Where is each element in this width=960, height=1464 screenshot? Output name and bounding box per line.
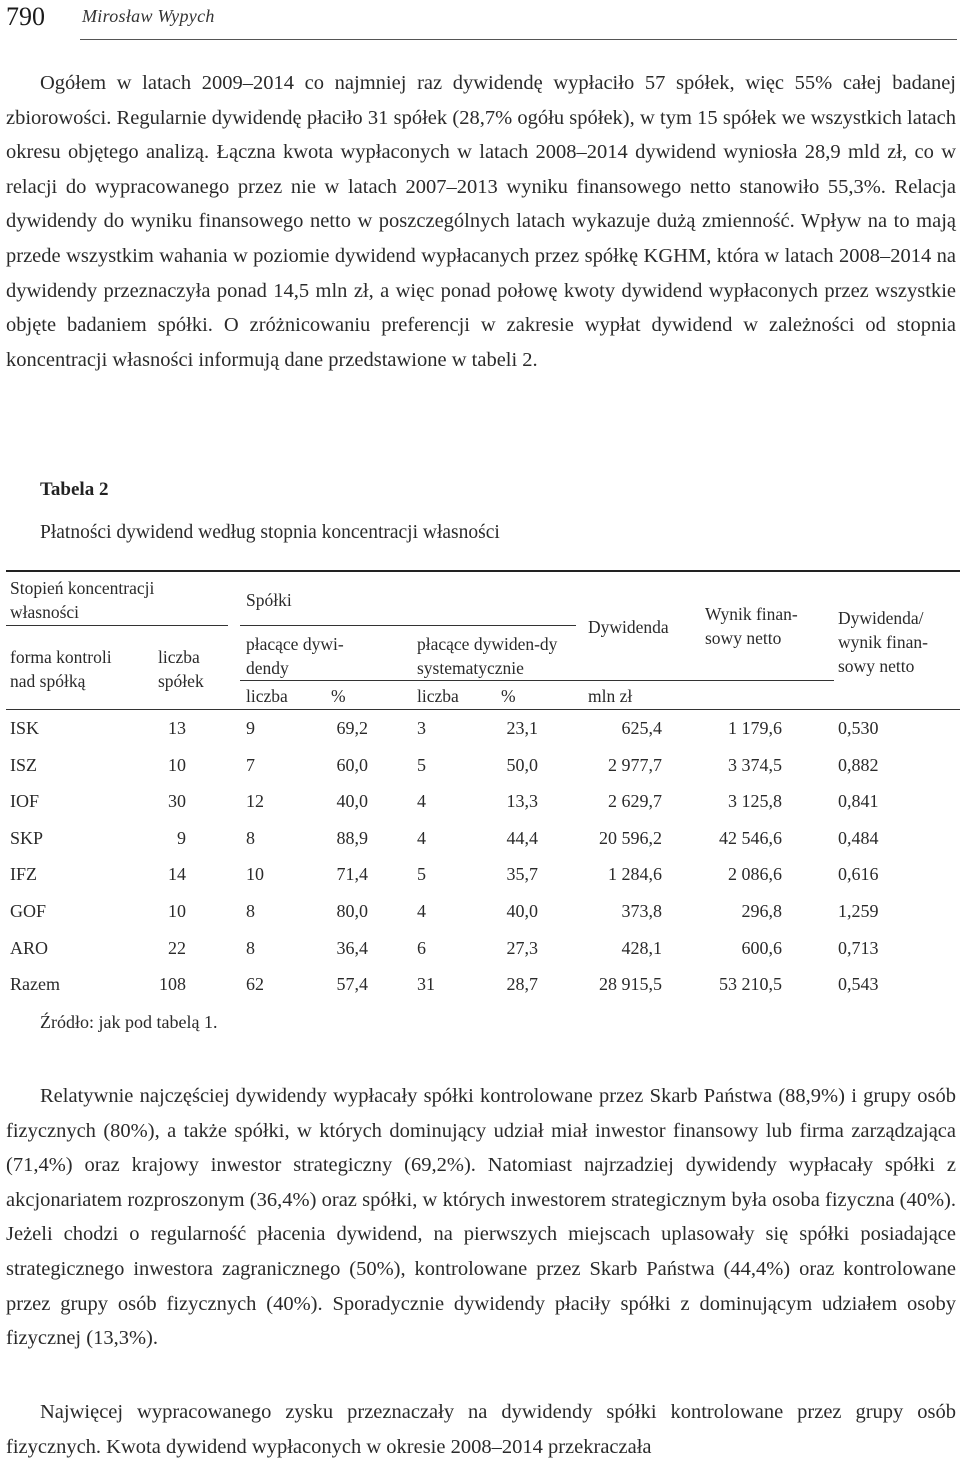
cell-net-result: 600,6	[741, 937, 782, 958]
cell-dividend: 1 284,6	[608, 864, 662, 885]
cell-count: 9	[177, 827, 186, 848]
cell-systematic-pct: 13,3	[506, 791, 538, 812]
header-bottom-rule	[6, 709, 960, 710]
cell-paying-count: 10	[246, 864, 264, 885]
cell-form: Razem	[10, 974, 60, 995]
header-rule-companies	[240, 625, 576, 626]
cell-count: 22	[168, 937, 186, 958]
header-degree-text: Stopień koncentracji własności	[10, 578, 155, 622]
cell-form: IOF	[10, 791, 40, 812]
header-ratio: Dywidenda/ wynik finan-sowy netto	[838, 608, 928, 676]
cell-form: IFZ	[10, 864, 37, 885]
cell-systematic-pct: 40,0	[506, 901, 538, 921]
header-net-result: Wynik finan-sowy netto	[705, 604, 798, 648]
paragraph-2: Relatywnie najczęściej dywidendy wypłacały spółki kontrolowane przez Skarb Państwa (88,9%) i grupy osób fizycznych (80%), a także spółki, w których dominujący udział miał inwestor finansowy lub firma zarządzająca (71,4%) oraz krajowy inwestor strategiczny (69,2%). Natomiast najrzadziej dywidendy wypłacały spółki z akcjonariatem rozproszonym (36,4%) oraz spółki, w których inwestorem strategicznym była osoba fizyczna (40%). Jeżeli chodzi o regularność płacenia dywidend, na pierwszych miejscach uplasowały się spółki posiadające strategicznego inwestora zagranicznego (50%), kontrolowane przez Skarb Państwa (44,4%) oraz kontrolowane przez grupy osób fizycznych (40%). Sporadycznie dywidendy płaciły spółki z dominującym udziałem osoby fizycznej (13,3%).	[6, 1085, 956, 1350]
header-form: forma kontroli nad spółką	[10, 647, 112, 691]
paragraph-3: Najwięcej wypracowanego zysku przeznaczały na dywidendy spółki kontrolowane przez grupy osób fizycznych. Kwota dywidend wypłaconych w okresie 2008–2014 przekraczała	[6, 1401, 956, 1458]
cell-ratio: 0,484	[838, 827, 879, 848]
cell-paying-count: 8	[246, 937, 255, 958]
paragraph-1: Ogółem w latach 2009–2014 co najmniej raz dywidendę wypłaciło 57 spółek, więc 55% całej badanej zbiorowości. Regularnie dywidendę płaciło 31 spółek (28,7% ogółu spółek), w tym 15 spółek we wszystkich latach okresu objętego analizą. Łączna kwota wypłaconych w latach 2008–2014 dywidend wyniosła 28,9 mld zł, co w relacji do wypracowanego przez nie w latach 2007–2013 wyniku finansowego netto stanowiło 55,3%. Relacja dywidendy do wyniku finansowego netto w poszczególnych latach wykazuje dużą zmienność. Wpływ na to mają przede wszystkim wahania w poziomie dywidend wypłacanych przez spółkę KGHM, która w latach 2008–2014 na dywidendy przeznaczyła ponad 14,5 mln zł, a więc ponad połowę kwoty dywidend wypłaconych przez wszystkie objęte badaniem spółki. O zróżnicowaniu preferencji w zakresie wypłat dywidend w zależności od stopnia koncentracji własności informują dane przedstawione w tabeli 2.	[6, 72, 956, 371]
cell-paying-pct: 36,4	[336, 937, 368, 958]
cell-systematic-count: 5	[417, 864, 426, 885]
cell-ratio: 0,882	[838, 754, 879, 775]
cell-systematic-pct: 23,1	[506, 718, 538, 738]
cell-dividend: 20 596,2	[599, 827, 662, 848]
cell-ratio: 1,259	[838, 901, 879, 921]
cell-paying-pct: 71,4	[336, 864, 368, 885]
cell-paying-count: 12	[246, 791, 264, 812]
cell-net-result: 1 179,6	[728, 718, 782, 738]
cell-count: 10	[168, 901, 186, 921]
cell-form: ARO	[10, 937, 49, 958]
cell-systematic-count: 5	[417, 754, 426, 775]
cell-ratio: 0,616	[838, 864, 879, 885]
cell-dividend: 373,8	[621, 901, 662, 921]
cell-paying-pct: 60,0	[336, 754, 368, 775]
header-paying: płacące dywi-dendy	[246, 634, 344, 678]
cell-paying-pct: 40,0	[336, 791, 368, 812]
cell-net-result: 296,8	[741, 901, 782, 921]
unit-percent-1: %	[331, 686, 346, 706]
cell-count: 13	[168, 718, 186, 738]
cell-net-result: 3 125,8	[728, 791, 782, 812]
cell-systematic-count: 3	[417, 718, 426, 738]
table-subtitle: Płatności dywidend według stopnia koncentracji własności	[40, 522, 500, 543]
cell-systematic-pct: 28,7	[506, 974, 538, 995]
cell-ratio: 0,841	[838, 791, 879, 812]
cell-paying-count: 8	[246, 901, 255, 921]
cell-form: ISK	[10, 718, 40, 738]
cell-count: 14	[168, 864, 186, 885]
cell-form: SKP	[10, 827, 44, 848]
cell-ratio: 0,543	[838, 974, 879, 995]
header-rule	[80, 39, 957, 40]
cell-net-result: 42 546,6	[719, 827, 782, 848]
header-degree	[10, 576, 200, 624]
cell-count: 30	[168, 791, 186, 812]
cell-paying-pct: 69,2	[336, 718, 368, 738]
cell-form: GOF	[10, 901, 47, 921]
header-count: liczba spółek	[158, 647, 204, 691]
cell-dividend: 2 629,7	[608, 791, 662, 812]
cell-systematic-pct: 50,0	[506, 754, 538, 775]
header-rule-units	[240, 680, 834, 681]
cell-systematic-pct: 44,4	[506, 827, 538, 848]
page-header	[0, 0, 960, 40]
cell-systematic-count: 6	[417, 937, 426, 958]
cell-count: 10	[168, 754, 186, 775]
table-caption: Tabela 2	[40, 479, 109, 500]
unit-mln: mln zł	[588, 686, 633, 706]
header-companies: Spółki	[246, 590, 292, 610]
header-paying-systematic: płacące dywiden-dy systematycznie	[417, 634, 558, 678]
unit-liczba-1: liczba	[246, 686, 288, 706]
cell-systematic-count: 31	[417, 974, 435, 995]
cell-net-result: 2 086,6	[728, 864, 782, 885]
cell-systematic-pct: 27,3	[506, 937, 538, 958]
cell-systematic-count: 4	[417, 901, 426, 921]
cell-form: ISZ	[10, 754, 37, 775]
cell-paying-count: 9	[246, 718, 255, 738]
cell-dividend: 625,4	[621, 718, 662, 738]
cell-dividend: 2 977,7	[608, 754, 662, 775]
cell-count: 108	[159, 974, 186, 995]
cell-ratio: 0,713	[838, 937, 879, 958]
running-author: Mirosław Wypych	[82, 6, 215, 26]
cell-dividend: 28 915,5	[599, 974, 662, 995]
cell-paying-count: 8	[246, 827, 255, 848]
header-dividend: Dywidenda	[588, 617, 669, 637]
cell-paying-count: 62	[246, 974, 264, 995]
cell-systematic-count: 4	[417, 791, 426, 812]
page-number: 790	[6, 2, 45, 31]
table-top-rule	[6, 570, 960, 572]
cell-net-result: 3 374,5	[728, 754, 782, 775]
cell-paying-pct: 88,9	[336, 827, 368, 848]
cell-net-result: 53 210,5	[719, 974, 782, 995]
cell-paying-pct: 80,0	[336, 901, 368, 921]
unit-liczba-2: liczba	[417, 686, 459, 706]
table-source: Źródło: jak pod tabelą 1.	[40, 1012, 218, 1032]
cell-systematic-pct: 35,7	[506, 864, 538, 885]
cell-paying-count: 7	[246, 754, 255, 775]
unit-percent-2: %	[501, 686, 516, 706]
cell-paying-pct: 57,4	[336, 974, 368, 995]
cell-ratio: 0,530	[838, 718, 879, 738]
header-rule-left	[6, 625, 228, 626]
cell-dividend: 428,1	[621, 937, 662, 958]
cell-systematic-count: 4	[417, 827, 426, 848]
